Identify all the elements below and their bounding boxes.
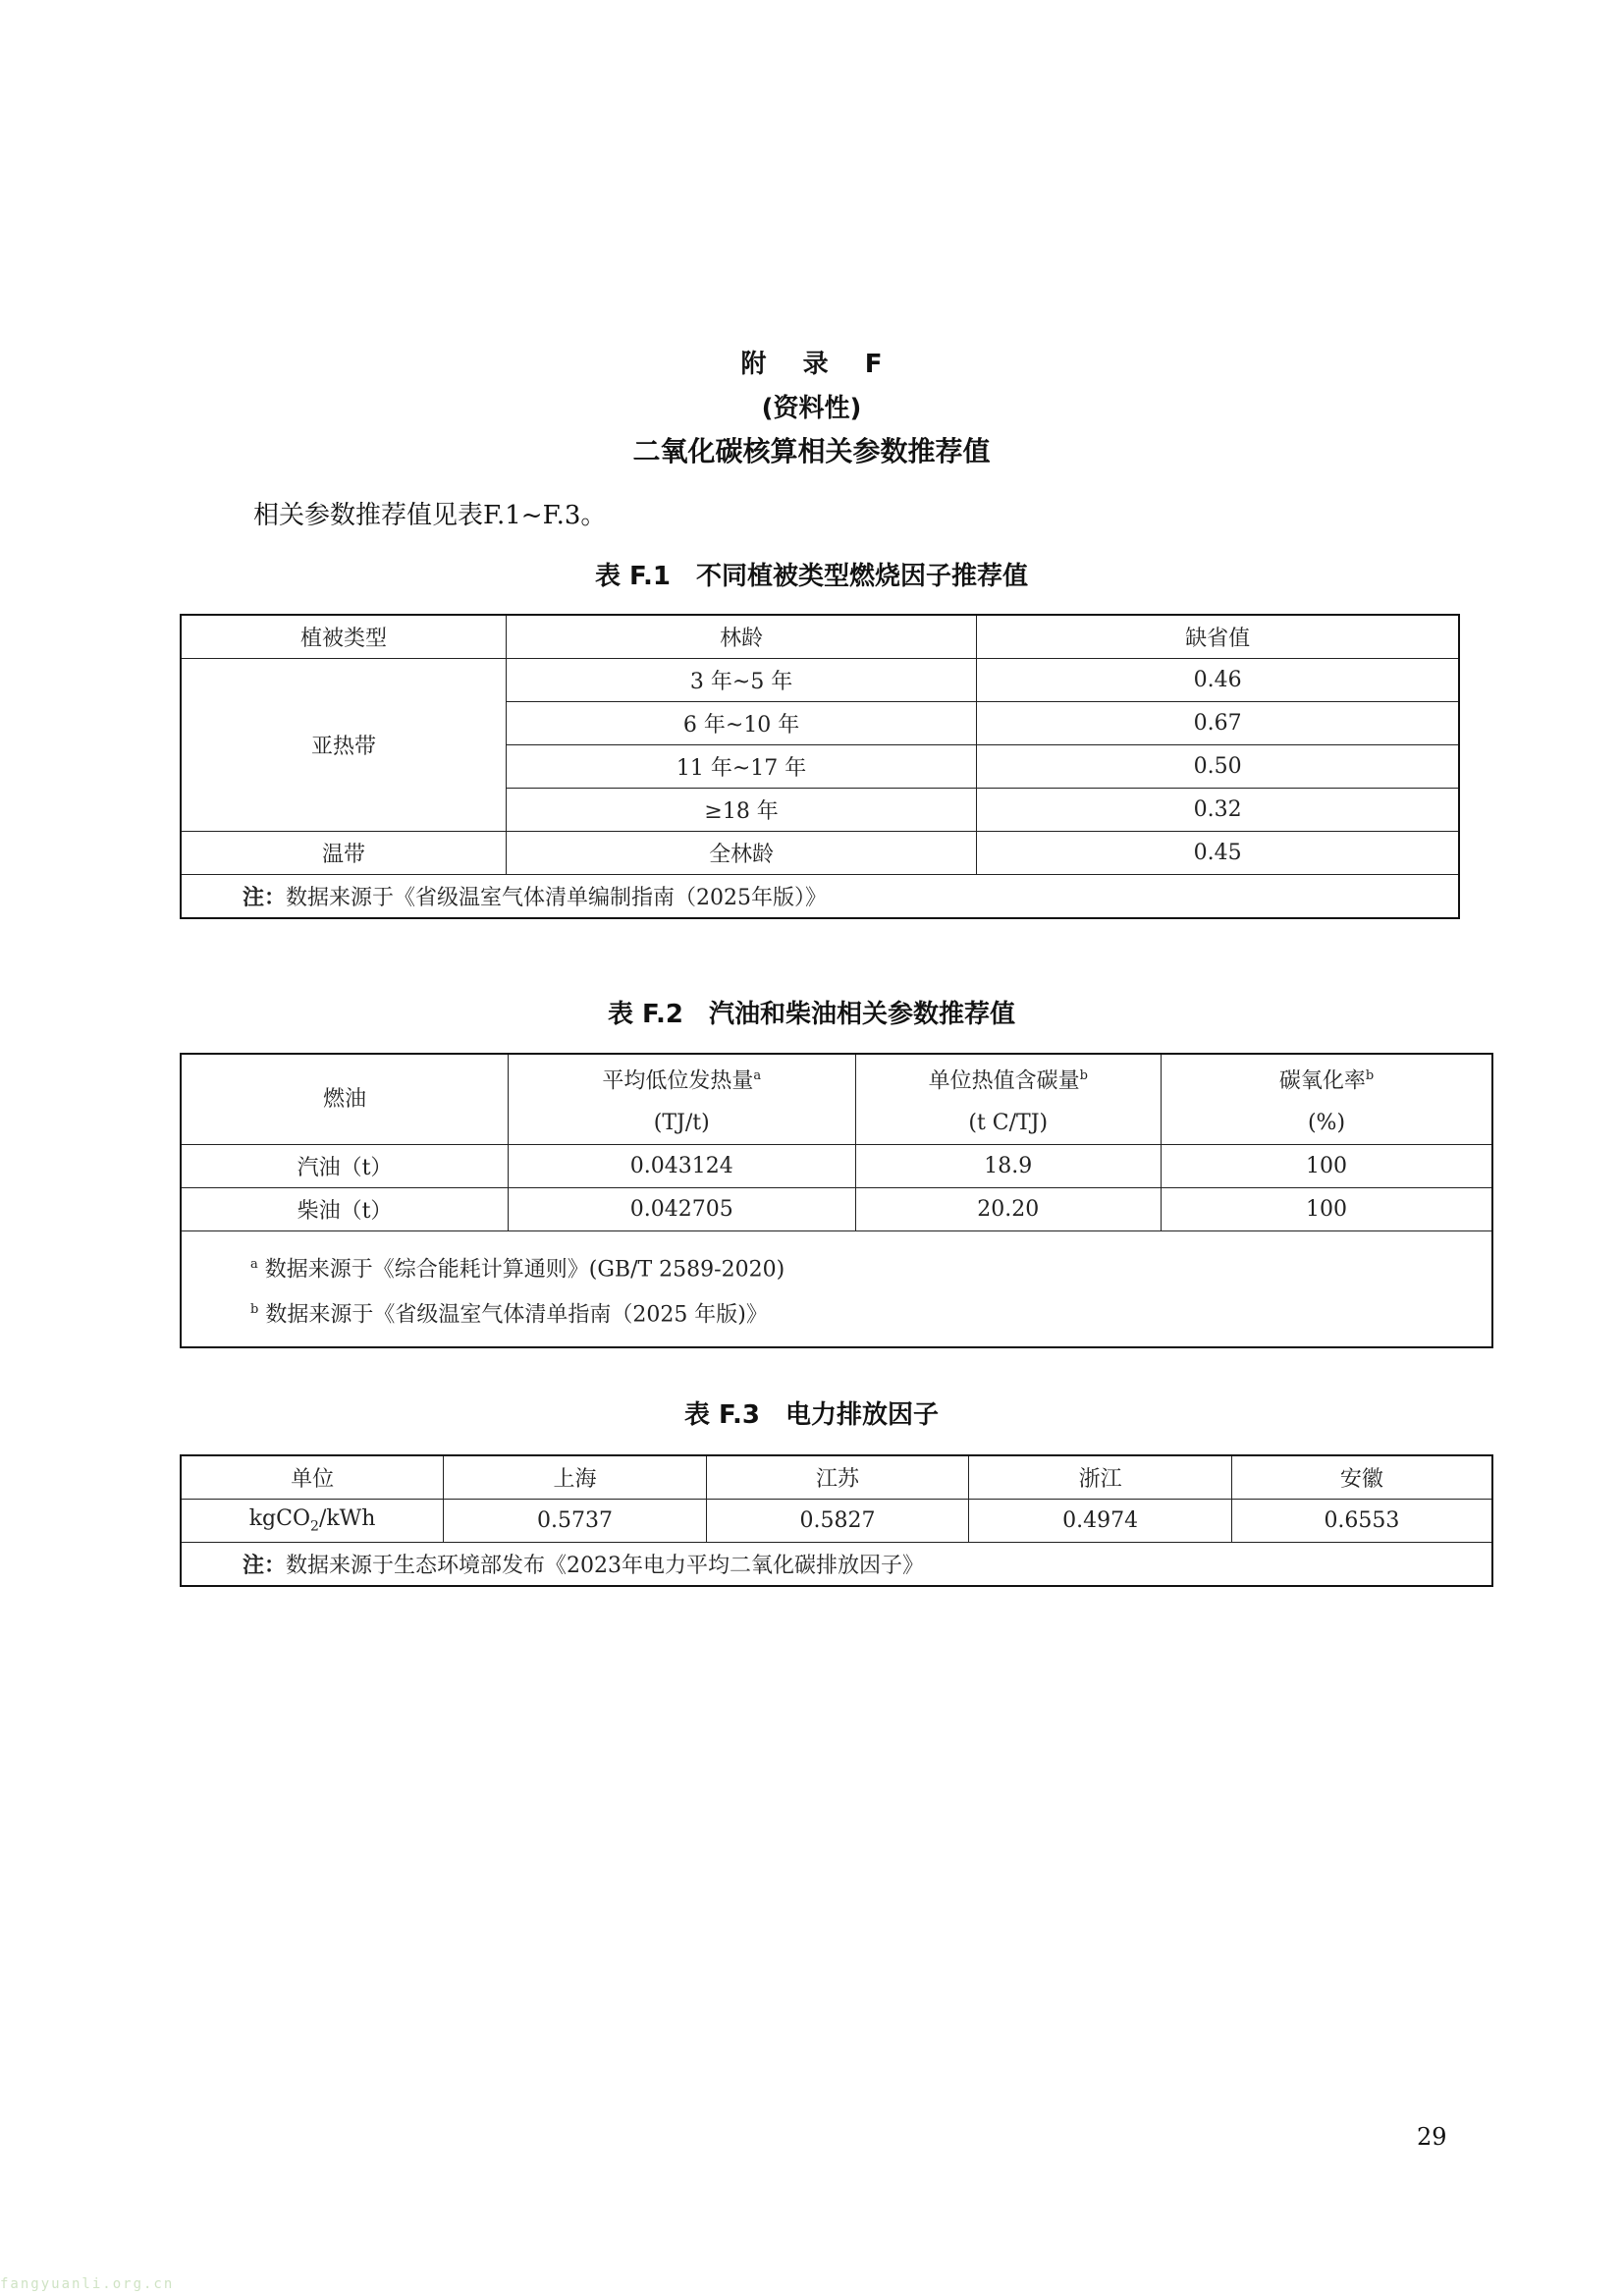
unit-text: /kWh — [318, 1506, 376, 1532]
table3-header-cell: 安徽 — [1231, 1455, 1492, 1500]
table2-footnote-row — [181, 1231, 1492, 1347]
table1-value-cell: 0.46 — [977, 659, 1459, 702]
table3-header-row — [181, 1455, 1492, 1500]
table3-value-cell: 0.5827 — [706, 1500, 969, 1543]
table1-age-cell: 全林龄 — [506, 832, 976, 875]
table2-carbon-cell: 20.20 — [855, 1188, 1162, 1231]
footnote-mark: b — [1079, 1068, 1088, 1083]
header-unit: (t C/TJ) — [968, 1111, 1049, 1136]
table1-header-row — [181, 615, 1459, 659]
footnote-mark: a — [753, 1068, 762, 1083]
unit-subscript: 2 — [310, 1518, 319, 1535]
table-row — [181, 832, 1459, 875]
note-label: 注： — [243, 1554, 287, 1578]
table3-unit-cell — [181, 1500, 444, 1543]
table1-header-cell: 缺省值 — [977, 615, 1459, 659]
table1-header-cell: 植被类型 — [181, 615, 506, 659]
table3-note-row — [181, 1543, 1492, 1587]
unit-text: kgCO — [248, 1506, 311, 1532]
header-label: 碳氧化率 — [1278, 1068, 1366, 1094]
table3-note — [181, 1543, 1492, 1587]
table2-fuel-cell: 汽油（t） — [181, 1145, 508, 1188]
table1-age-cell: 11 年~17 年 — [506, 745, 976, 789]
appendix-label-part: F — [864, 350, 883, 379]
table2-heat-cell: 0.042705 — [508, 1188, 855, 1231]
table2-caption-id: 表 F.2 — [608, 1000, 683, 1029]
table3 — [180, 1454, 1493, 1587]
table2-header-fuel: 燃油 — [181, 1054, 508, 1145]
table1-value-cell: 0.32 — [977, 789, 1459, 832]
table3-header-cell: 单位 — [181, 1455, 444, 1500]
table3-value-cell: 0.6553 — [1231, 1500, 1492, 1543]
note-text: 数据来源于《省级温室气体清单编制指南（2025年版）》 — [286, 886, 828, 910]
table2-caption-text: 汽油和柴油相关参数推荐值 — [708, 1000, 1015, 1029]
table-row — [181, 1500, 1492, 1543]
table2 — [180, 1053, 1493, 1348]
appendix-label-part: 附 — [740, 350, 767, 379]
table2-header-row — [181, 1054, 1492, 1145]
table2-carbon-cell: 18.9 — [855, 1145, 1162, 1188]
header-label: 单位热值含碳量 — [928, 1068, 1080, 1094]
table2-heat-cell: 0.043124 — [508, 1145, 855, 1188]
header-unit: (%) — [1307, 1111, 1346, 1136]
table3-value-cell: 0.5737 — [444, 1500, 707, 1543]
appendix-type: (资料性) — [761, 394, 862, 423]
note-text: 数据来源于生态环境部发布《2023年电力平均二氧化碳排放因子》 — [286, 1554, 925, 1578]
table-row — [181, 659, 1459, 702]
table2-fuel-cell: 柴油（t） — [181, 1188, 508, 1231]
watermark: fangyuanli.org.cn — [0, 2276, 175, 2292]
table1-age-cell: ≥18 年 — [506, 789, 976, 832]
appendix-title: 二氧化碳核算相关参数推荐值 — [632, 435, 991, 467]
table1-age-cell: 3 年~5 年 — [506, 659, 976, 702]
table3-value-cell: 0.4974 — [969, 1500, 1232, 1543]
table1 — [180, 614, 1460, 919]
intro-paragraph: 相关参数推荐值见表F.1~F.3。 — [253, 501, 607, 530]
table1-value-cell: 0.50 — [977, 745, 1459, 789]
table1-note — [181, 875, 1459, 919]
footnote — [250, 1245, 1491, 1289]
table2-oxidation-cell: 100 — [1162, 1145, 1492, 1188]
table1-value-cell: 0.67 — [977, 702, 1459, 745]
appendix-label-part: 录 — [802, 350, 829, 379]
table3-caption — [0, 1394, 1623, 1431]
page-number: 29 — [1417, 2123, 1447, 2151]
table2-caption — [0, 994, 1623, 1030]
footnote-mark: b — [250, 1301, 259, 1317]
appendix-label — [0, 344, 1623, 380]
note-label: 注： — [243, 886, 287, 910]
table2-header-heat — [508, 1054, 855, 1145]
table3-header-cell: 浙江 — [969, 1455, 1232, 1500]
table2-oxidation-cell: 100 — [1162, 1188, 1492, 1231]
table1-caption-text: 不同植被类型燃烧因子推荐值 — [695, 562, 1028, 591]
table3-caption-text: 电力排放因子 — [784, 1400, 939, 1430]
table1-value-cell: 0.45 — [977, 832, 1459, 875]
header-unit: (TJ/t) — [653, 1111, 710, 1136]
table2-header-carbon — [855, 1054, 1162, 1145]
header-label: 平均低位发热量 — [602, 1068, 754, 1094]
table2-header-oxidation — [1162, 1054, 1492, 1145]
table3-caption-id: 表 F.3 — [684, 1400, 760, 1430]
table-row — [181, 1188, 1492, 1231]
table1-caption — [0, 556, 1623, 592]
table1-age-cell: 6 年~10 年 — [506, 702, 976, 745]
table1-vegetation-type: 温带 — [181, 832, 506, 875]
table1-vegetation-type: 亚热带 — [181, 659, 506, 832]
table1-caption-id: 表 F.1 — [595, 562, 671, 591]
table2-footnotes — [181, 1231, 1492, 1347]
footnote-text: 数据来源于《省级温室气体清单指南（2025 年版)》 — [265, 1301, 768, 1327]
footnote-mark: a — [250, 1257, 258, 1273]
table3-header-cell: 上海 — [444, 1455, 707, 1500]
table1-header-cell: 林龄 — [506, 615, 976, 659]
footnote-text: 数据来源于《综合能耗计算通则》(GB/T 2589-2020) — [264, 1257, 785, 1283]
footnote-mark: b — [1365, 1068, 1375, 1083]
table1-note-row — [181, 875, 1459, 919]
footnote — [250, 1290, 1491, 1335]
table3-header-cell: 江苏 — [706, 1455, 969, 1500]
table-row — [181, 1145, 1492, 1188]
